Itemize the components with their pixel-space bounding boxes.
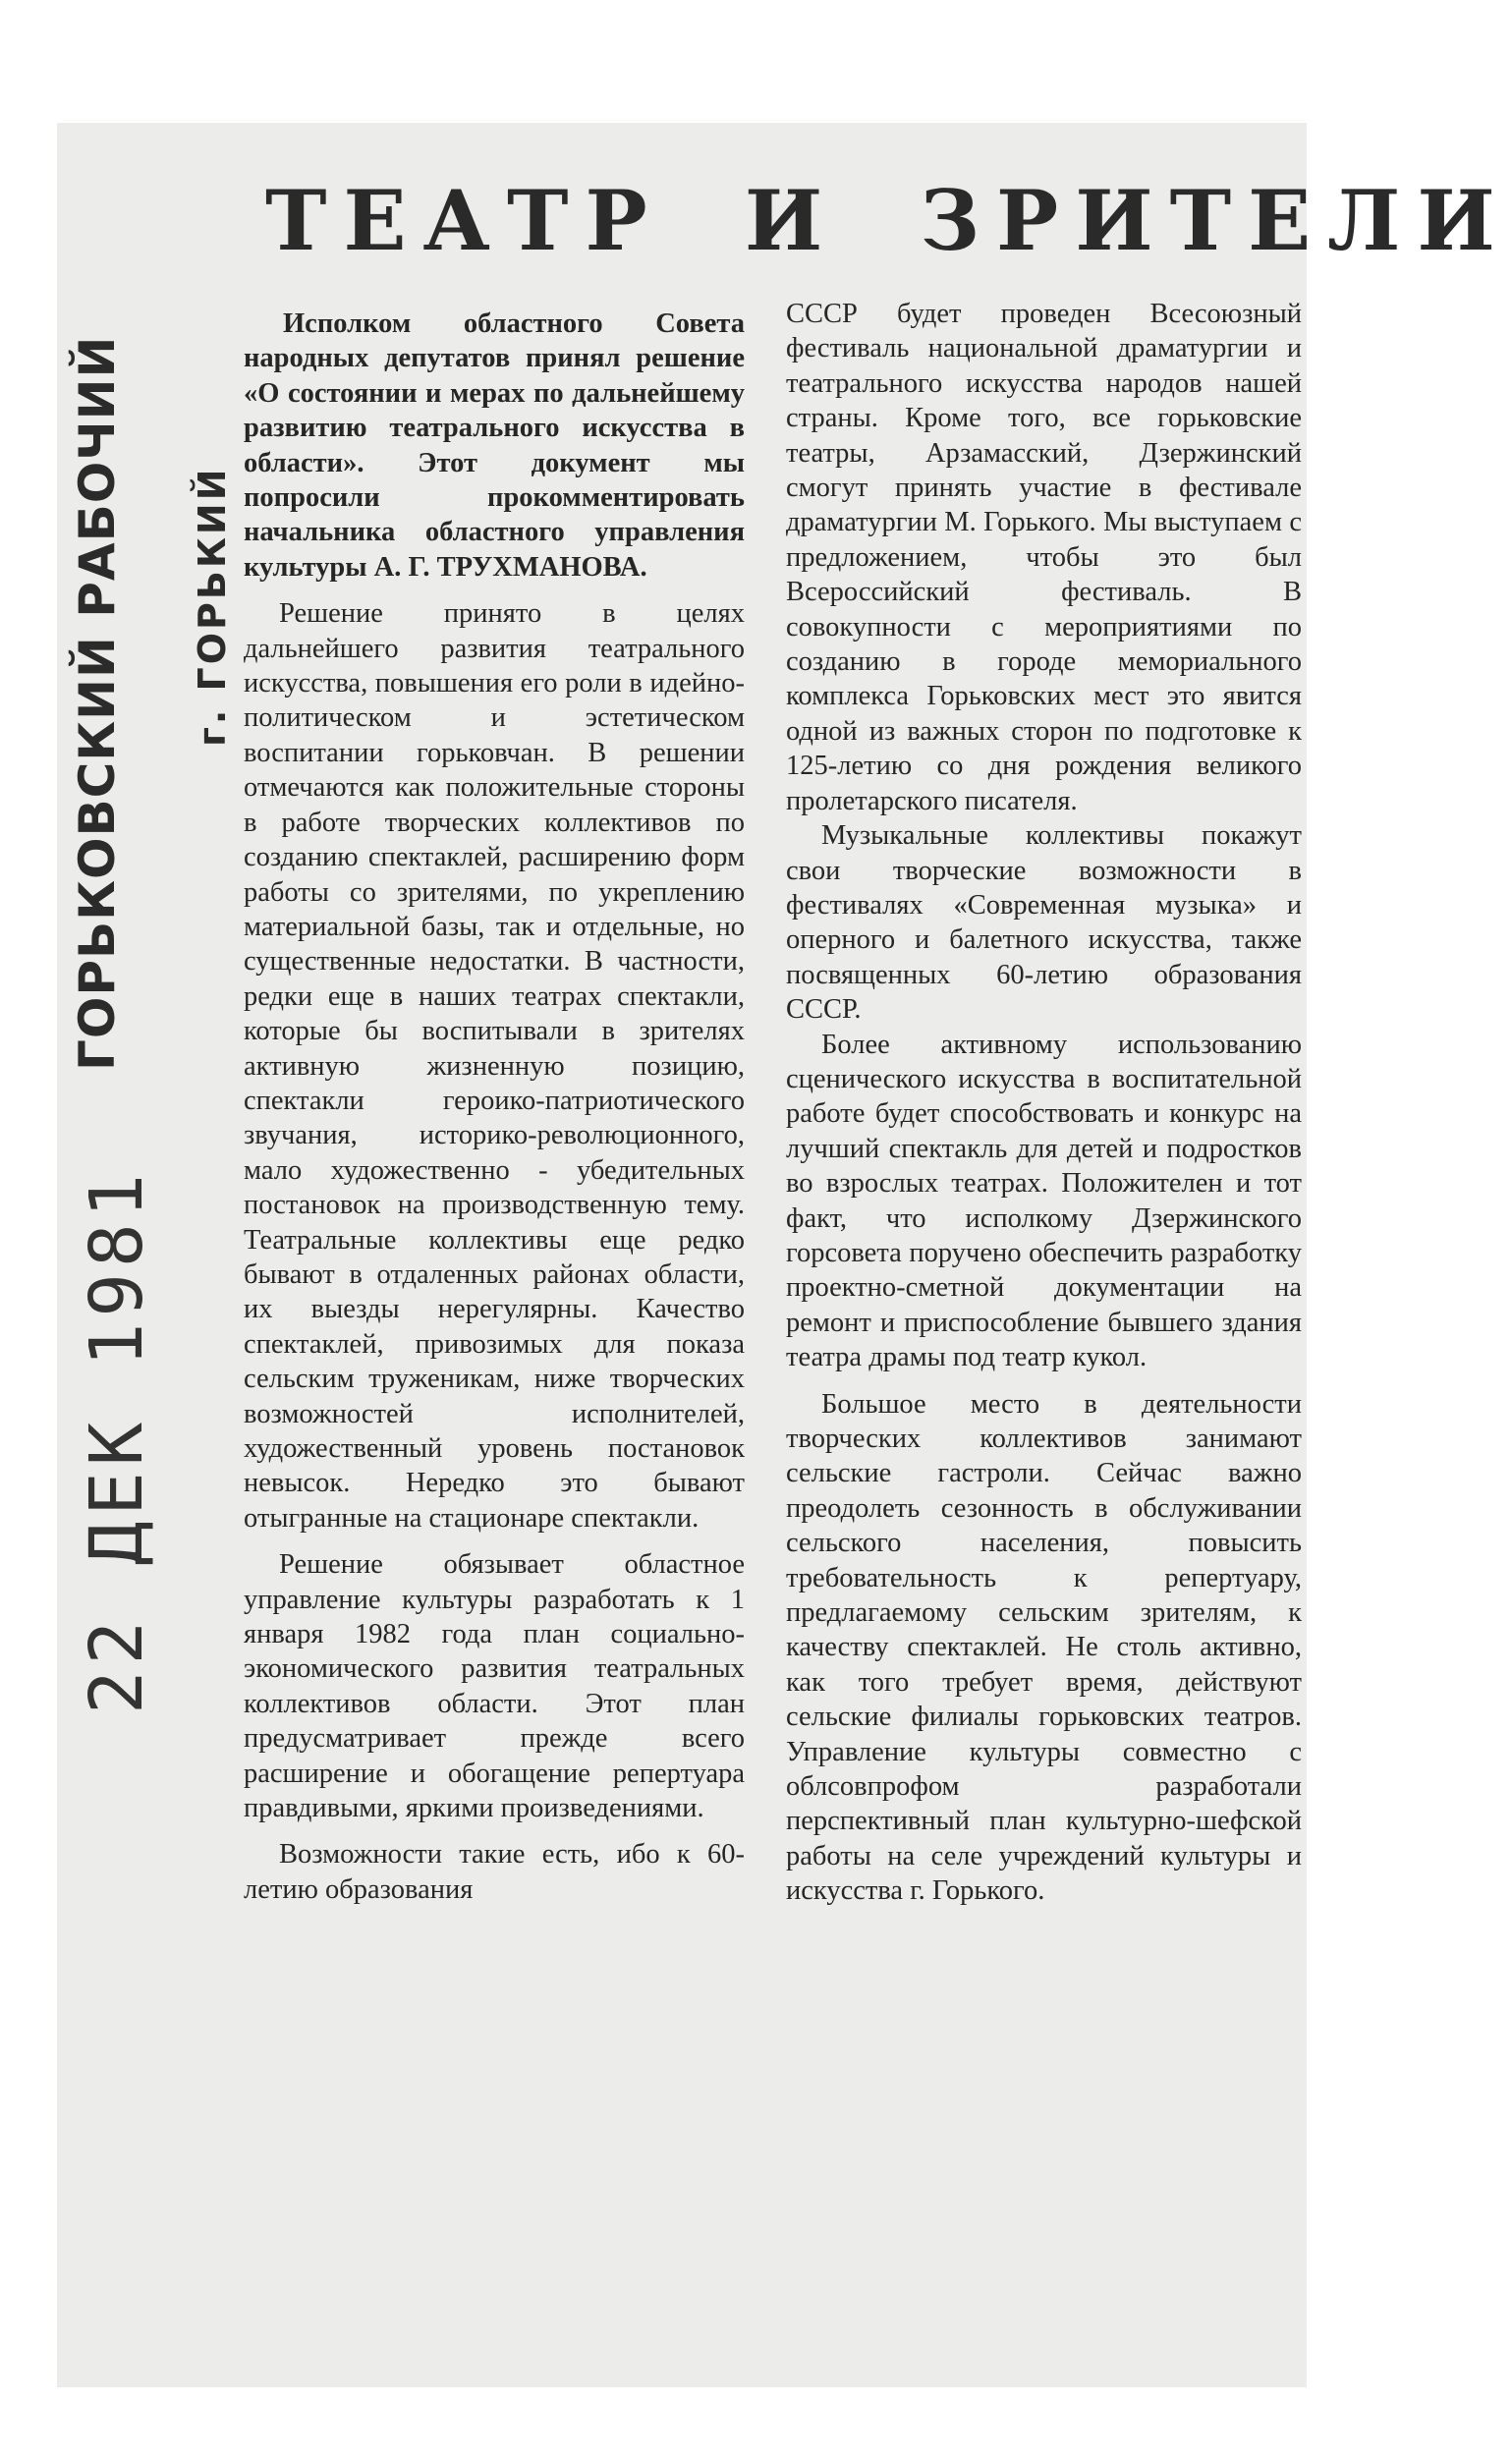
city-name: г. ГОРЬКИЙ — [191, 466, 234, 747]
article-paragraph: Возможности такие есть, ибо к 60-летию образования — [244, 1839, 745, 1905]
article-paragraph: Большое место в деятельности творческих коллективов занимают сельские гастроли. Сейчас важно преодолеть сезонность в обслуживании сельского населения, повысить требовательность к репертуару, предлагаемому сельским зрителям, к качеству спектаклей. Не столь активно, как того требует время, действуют сельские филиалы горьковских театров. Управление культуры совместно с облсовпрофом разработали перспективный план культурно-шефской работы на селе учреждений культуры и искусства г. Горького. — [786, 1388, 1302, 1907]
article-lead: Исполком областного Совета народных депутатов принял решение «О состоянии и мерах по дальнейшему развитию театрального искусства в области». Этот документ мы попросили прокомментировать начальника областного управления культуры А. Г. ТРУХМАНОВА. — [244, 308, 745, 583]
article-headline: ТЕАТР И ЗРИТЕЛИ — [265, 172, 1512, 269]
article-paragraph: СССР будет проведен Всесоюзный фестиваль национальной драматургии и театрального искусства народов нашей страны. Кроме того, все горьковские театры, Арзамасский, Дзержинский смогут принять участие в фестивале драматургии М. Горького. Мы выступаем с предложением, чтобы это был Всероссийский фестиваль. В совокупности с мероприятиями по созданию в городе мемориального комплекса Горьковских мест это явится одной из важных сторон по подготовке к 125-летию со дня рождения великого пролетарского писателя. — [786, 299, 1302, 816]
article-paragraph: Решение обязывает областное управление культуры разработать к 1 января 1982 года план социально-экономического развития театральных коллективов области. Этот план предусматривает прежде всего расширение и обогащение репертуара правдивыми, яркими произведениями. — [244, 1549, 745, 1824]
article-left-column — [244, 307, 745, 1907]
article-paragraph: Решение принято в целях дальнейшего развития театрального искусства, повышения его роли в идейно-политическом и эстетическом воспитании горьковчан. В решении отмечаются как положительные стороны в работе творческих коллективов по созданию спектаклей, расширению форм работы со зрителями, по укреплению материальной базы, так и отдельные, но существенные недостатки. В частности, редки еще в наших театрах спектакли, которые бы воспитывали в зрителях активную жизненную позицию, спектакли героико-патриотического звучания, историко-революционного, мало художественно - убедительных постановок на производственную тему. Театральные коллективы еще редко бывают в отдаленных районах области, их выезды нерегулярны. Качество спектаклей, привозимых для показа сельским труженикам, ниже творческих возможностей исполнителей, художественный уровень постановок невысок. Нередко это бывают отыгранные на стационаре спектакли. — [244, 598, 745, 1534]
article-right-column — [786, 297, 1302, 1909]
date-stamp-text: 22 ДЕК 1981 — [75, 1167, 159, 1714]
newspaper-name: ГОРЬКОВСКИЙ РАБОЧИЙ — [69, 335, 126, 1071]
article-paragraph: Более активному использованию сценического искусства в воспитательной работе будет способствовать и конкурс на лучший спектакль для детей и подростков во взрослых театрах. Положителен и тот факт, что исполкому Дзержинского горсовета поручено обеспечить разработку проектно-сметной документации на ремонт и приспособление бывшего здания театра драмы под театр кукол. — [786, 1029, 1302, 1373]
article-paragraph: Музыкальные коллективы покажут свои творческие возможности в фестивалях «Современная музыка» и оперного и балетного искусства, также посвященных 60-летию образования СССР. — [786, 820, 1302, 1026]
